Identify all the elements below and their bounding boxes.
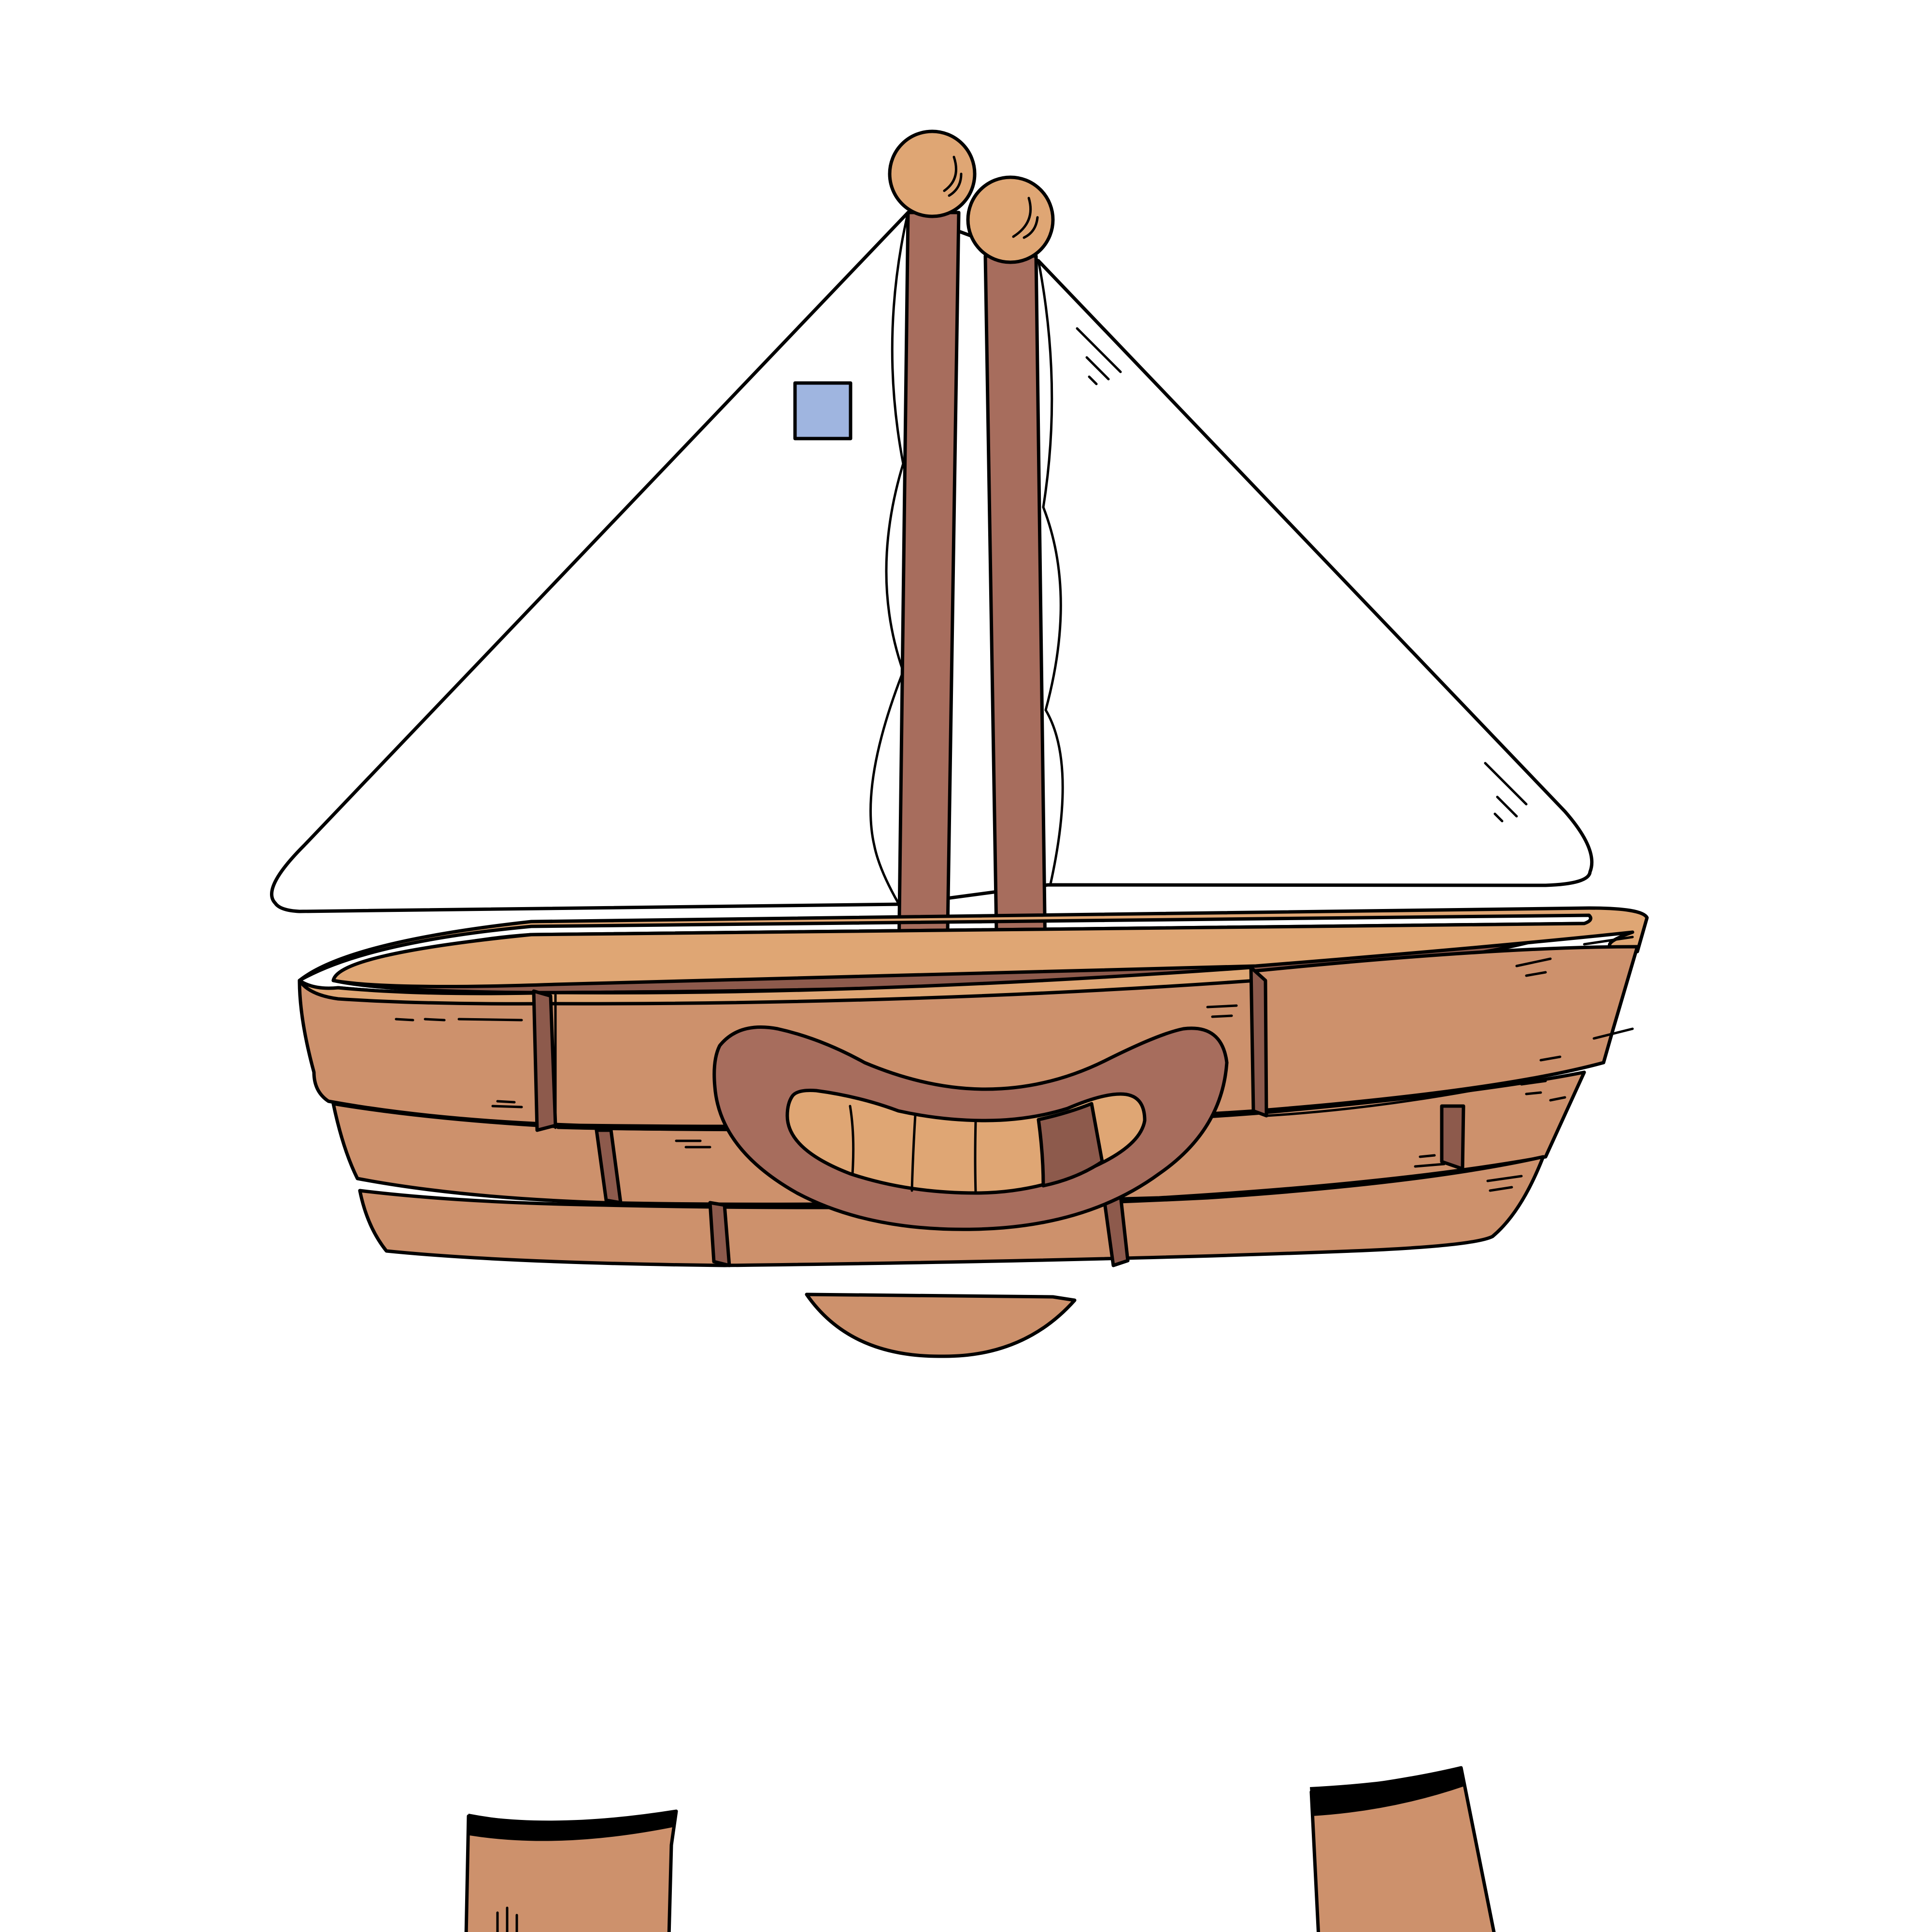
plank-seam xyxy=(534,991,555,1130)
mast-knob-right xyxy=(968,177,1053,262)
plank-seam xyxy=(1442,1106,1463,1169)
leg-icon xyxy=(466,1768,1495,1932)
mast-right xyxy=(985,256,1046,990)
plank-seam xyxy=(1251,967,1266,1116)
flag-icon xyxy=(795,383,851,439)
plank-seam xyxy=(710,1203,729,1265)
mast-left xyxy=(898,213,959,994)
chin-icon xyxy=(807,1294,1075,1356)
